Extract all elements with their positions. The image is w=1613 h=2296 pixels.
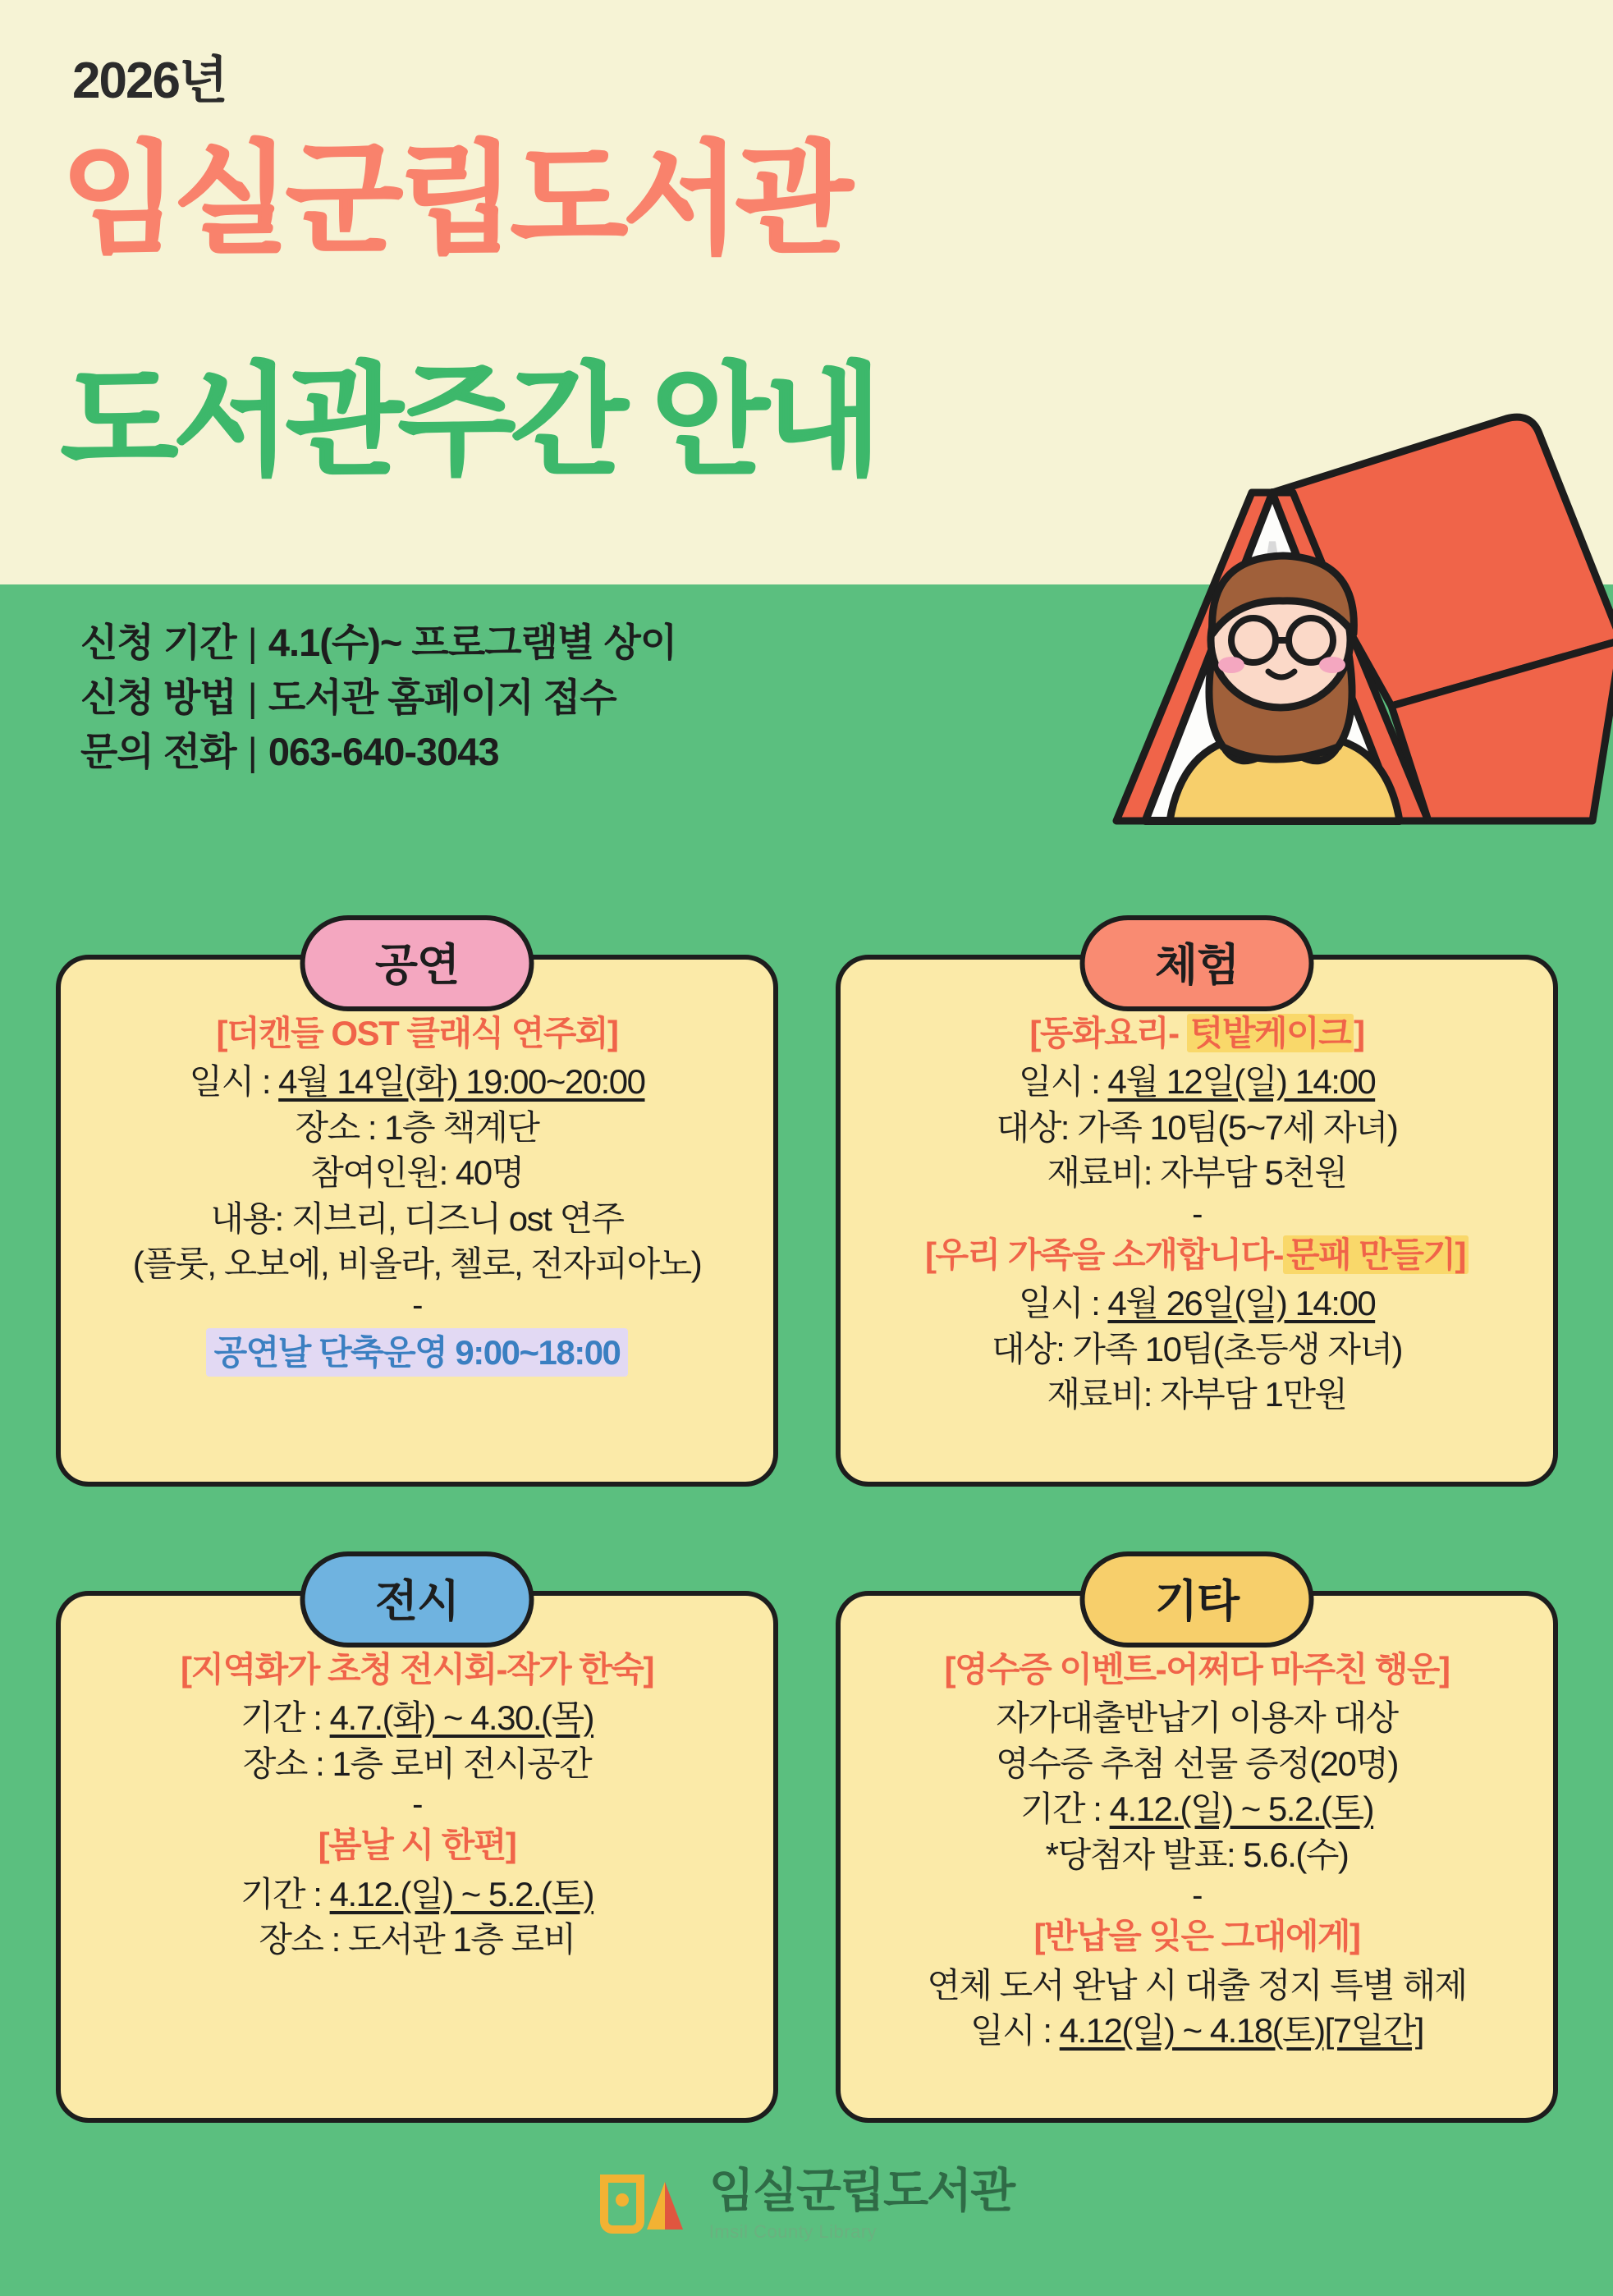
card-line: 대상: 가족 10팀(초등생 자녀) <box>991 1329 1403 1368</box>
info-sep-1: | <box>247 621 257 664</box>
info-line-period <box>80 616 676 671</box>
card-line: - <box>1192 1195 1202 1232</box>
card-line: [지역화가 초청 전시회-작가 한숙] <box>181 1650 653 1689</box>
card-line: [반납을 잊은 그대에게] <box>1033 1917 1360 1956</box>
info-sep-2: | <box>247 675 257 719</box>
card-line: *당첨자 발표: 5.6.(수) <box>1045 1835 1349 1874</box>
underlined-date: 4월 26일(일) 14:00 <box>1107 1284 1376 1323</box>
card-pill-experience: 체험 <box>1080 915 1314 1011</box>
card-pill-exhibition: 전시 <box>300 1551 534 1648</box>
card-line: [더캔들 OST 클래식 연주회] <box>216 1014 618 1052</box>
card-line: (플룻, 오보에, 비올라, 첼로, 전자피아노) <box>132 1244 702 1284</box>
card-line: [영수증 이벤트-어쩌다 마주친 행운] <box>944 1650 1450 1689</box>
poster-title-line2: 도서관주간 안내 <box>61 354 877 489</box>
poster-year: 2026년 <box>72 53 227 109</box>
card-pill-performance: 공연 <box>300 915 534 1011</box>
info-value-period: 4.1(수)~ 프로그램별 상이 <box>268 621 677 664</box>
card-line: 일시 : 4.12(일) ~ 4.18(토)[7일간] <box>970 2011 1423 2051</box>
info-sep-3: | <box>247 730 257 774</box>
card-line: 연체 도서 완납 시 대출 정지 특별 해제 <box>927 1965 1467 2005</box>
card-body-performance <box>56 955 778 1487</box>
info-value-method: 도서관 홈페이지 접수 <box>268 675 616 719</box>
card-line: 일시 : 4월 26일(일) 14:00 <box>1018 1284 1376 1323</box>
footer-library-name-en: Imsil County Library <box>708 2220 878 2242</box>
card-line: - <box>412 1786 422 1823</box>
underlined-date: 4.7.(화) ~ 4.30.(목) <box>329 1698 594 1738</box>
footer-library-name-ko: 임실군립도서관 <box>708 2165 1015 2218</box>
card-body-exhibition <box>56 1591 778 2123</box>
card-line: - <box>412 1286 422 1323</box>
card-line: 재료비: 자부담 1만원 <box>1047 1375 1347 1414</box>
card-line: 참여인원: 40명 <box>310 1153 524 1193</box>
card-line: [봄날 시 한편] <box>318 1826 516 1865</box>
card-line: 장소 : 1층 로비 전시공간 <box>242 1744 592 1783</box>
underlined-date: 4월 14일(화) 19:00~20:00 <box>278 1062 645 1102</box>
card-line: 영수증 추첨 선물 증정(20명) <box>996 1744 1398 1783</box>
card-line: 재료비: 자부담 5천원 <box>1047 1153 1347 1193</box>
info-label-method: 신청 방법 <box>80 675 236 719</box>
card-line: 기간 : 4.12.(일) ~ 5.2.(토) <box>240 1874 594 1913</box>
card-line: [동화요리- 텃밭케이크] <box>1029 1014 1364 1052</box>
underlined-date: 4.12.(일) ~ 5.2.(토) <box>329 1874 594 1913</box>
underlined-date: 4.12.(일) ~ 5.2.(토) <box>1109 1790 1374 1829</box>
card-line: 자가대출반납기 이용자 대상 <box>996 1698 1398 1738</box>
card-line: 일시 : 4월 12일(일) 14:00 <box>1018 1062 1376 1102</box>
card-line: 대상: 가족 10팀(5~7세 자녀) <box>996 1107 1398 1147</box>
underlined-date: 4월 12일(일) 14:00 <box>1107 1062 1376 1102</box>
info-line-phone <box>80 725 676 780</box>
card-line: 내용: 지브리, 디즈니 ost 연주 <box>210 1198 624 1238</box>
card-body-etc <box>836 1591 1558 2123</box>
card-line: 기간 : 4.7.(화) ~ 4.30.(목) <box>240 1698 594 1738</box>
card-line: 일시 : 4월 14일(화) 19:00~20:00 <box>189 1062 645 1102</box>
card-line: [우리 가족을 소개합니다-문패 만들기] <box>864 1232 1530 1277</box>
card-body-experience <box>836 955 1558 1487</box>
footer <box>0 2167 1613 2247</box>
card-line: 장소 : 도서관 1층 로비 <box>259 1920 575 1959</box>
card-pill-etc: 기타 <box>1080 1551 1314 1648</box>
card-line: 장소 : 1층 책계단 <box>295 1107 539 1147</box>
highlighted-text: 문패 만들기] <box>1283 1235 1469 1274</box>
info-value-phone: 063-640-3043 <box>268 730 499 774</box>
underlined-date: 4.12(일) ~ 4.18(토)[7일간] <box>1059 2011 1423 2051</box>
info-line-method <box>80 671 676 726</box>
highlighted-text: 텃밭케이크 <box>1187 1014 1354 1052</box>
info-block <box>80 616 676 780</box>
info-label-phone: 문의 전화 <box>80 730 236 774</box>
info-label-period: 신청 기간 <box>80 621 236 664</box>
library-logo-icon <box>599 2167 691 2243</box>
card-line: - <box>1192 1877 1202 1914</box>
card-line: 기간 : 4.12.(일) ~ 5.2.(토) <box>1020 1790 1374 1829</box>
card-note: 공연날 단축운영 9:00~18:00 <box>206 1328 629 1377</box>
card-line <box>84 1323 750 1377</box>
tent-book-illustration <box>899 394 1613 903</box>
poster-title-line1: 임실군립도서관 <box>61 132 848 268</box>
